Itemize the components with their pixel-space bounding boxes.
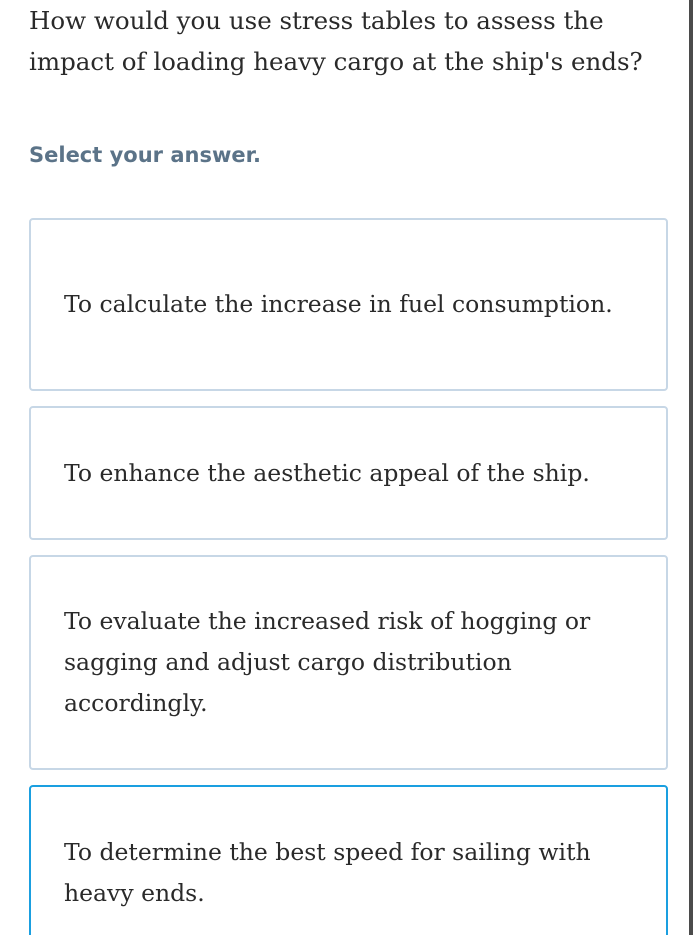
answer-option-label: To determine the best speed for sailing with heavy ends. (64, 837, 591, 907)
window-edge (693, 0, 700, 935)
answer-option-label: To evaluate the increased risk of hogging or sagging and adjust cargo distribution accordingly. (64, 607, 591, 717)
answer-option-4[interactable] (29, 785, 668, 935)
question-text: How would you use stress tables to assess the impact of loading heavy cargo at the ship's ends? (29, 6, 643, 76)
answer-option-label: To enhance the aesthetic appeal of the ship. (64, 458, 590, 487)
answer-option-1[interactable] (29, 218, 668, 391)
answer-option-label: To calculate the increase in fuel consumption. (64, 290, 613, 318)
instruction-text: Select your answer. (29, 143, 261, 167)
answer-option-3[interactable] (29, 555, 668, 770)
answer-option-2[interactable] (29, 406, 668, 540)
